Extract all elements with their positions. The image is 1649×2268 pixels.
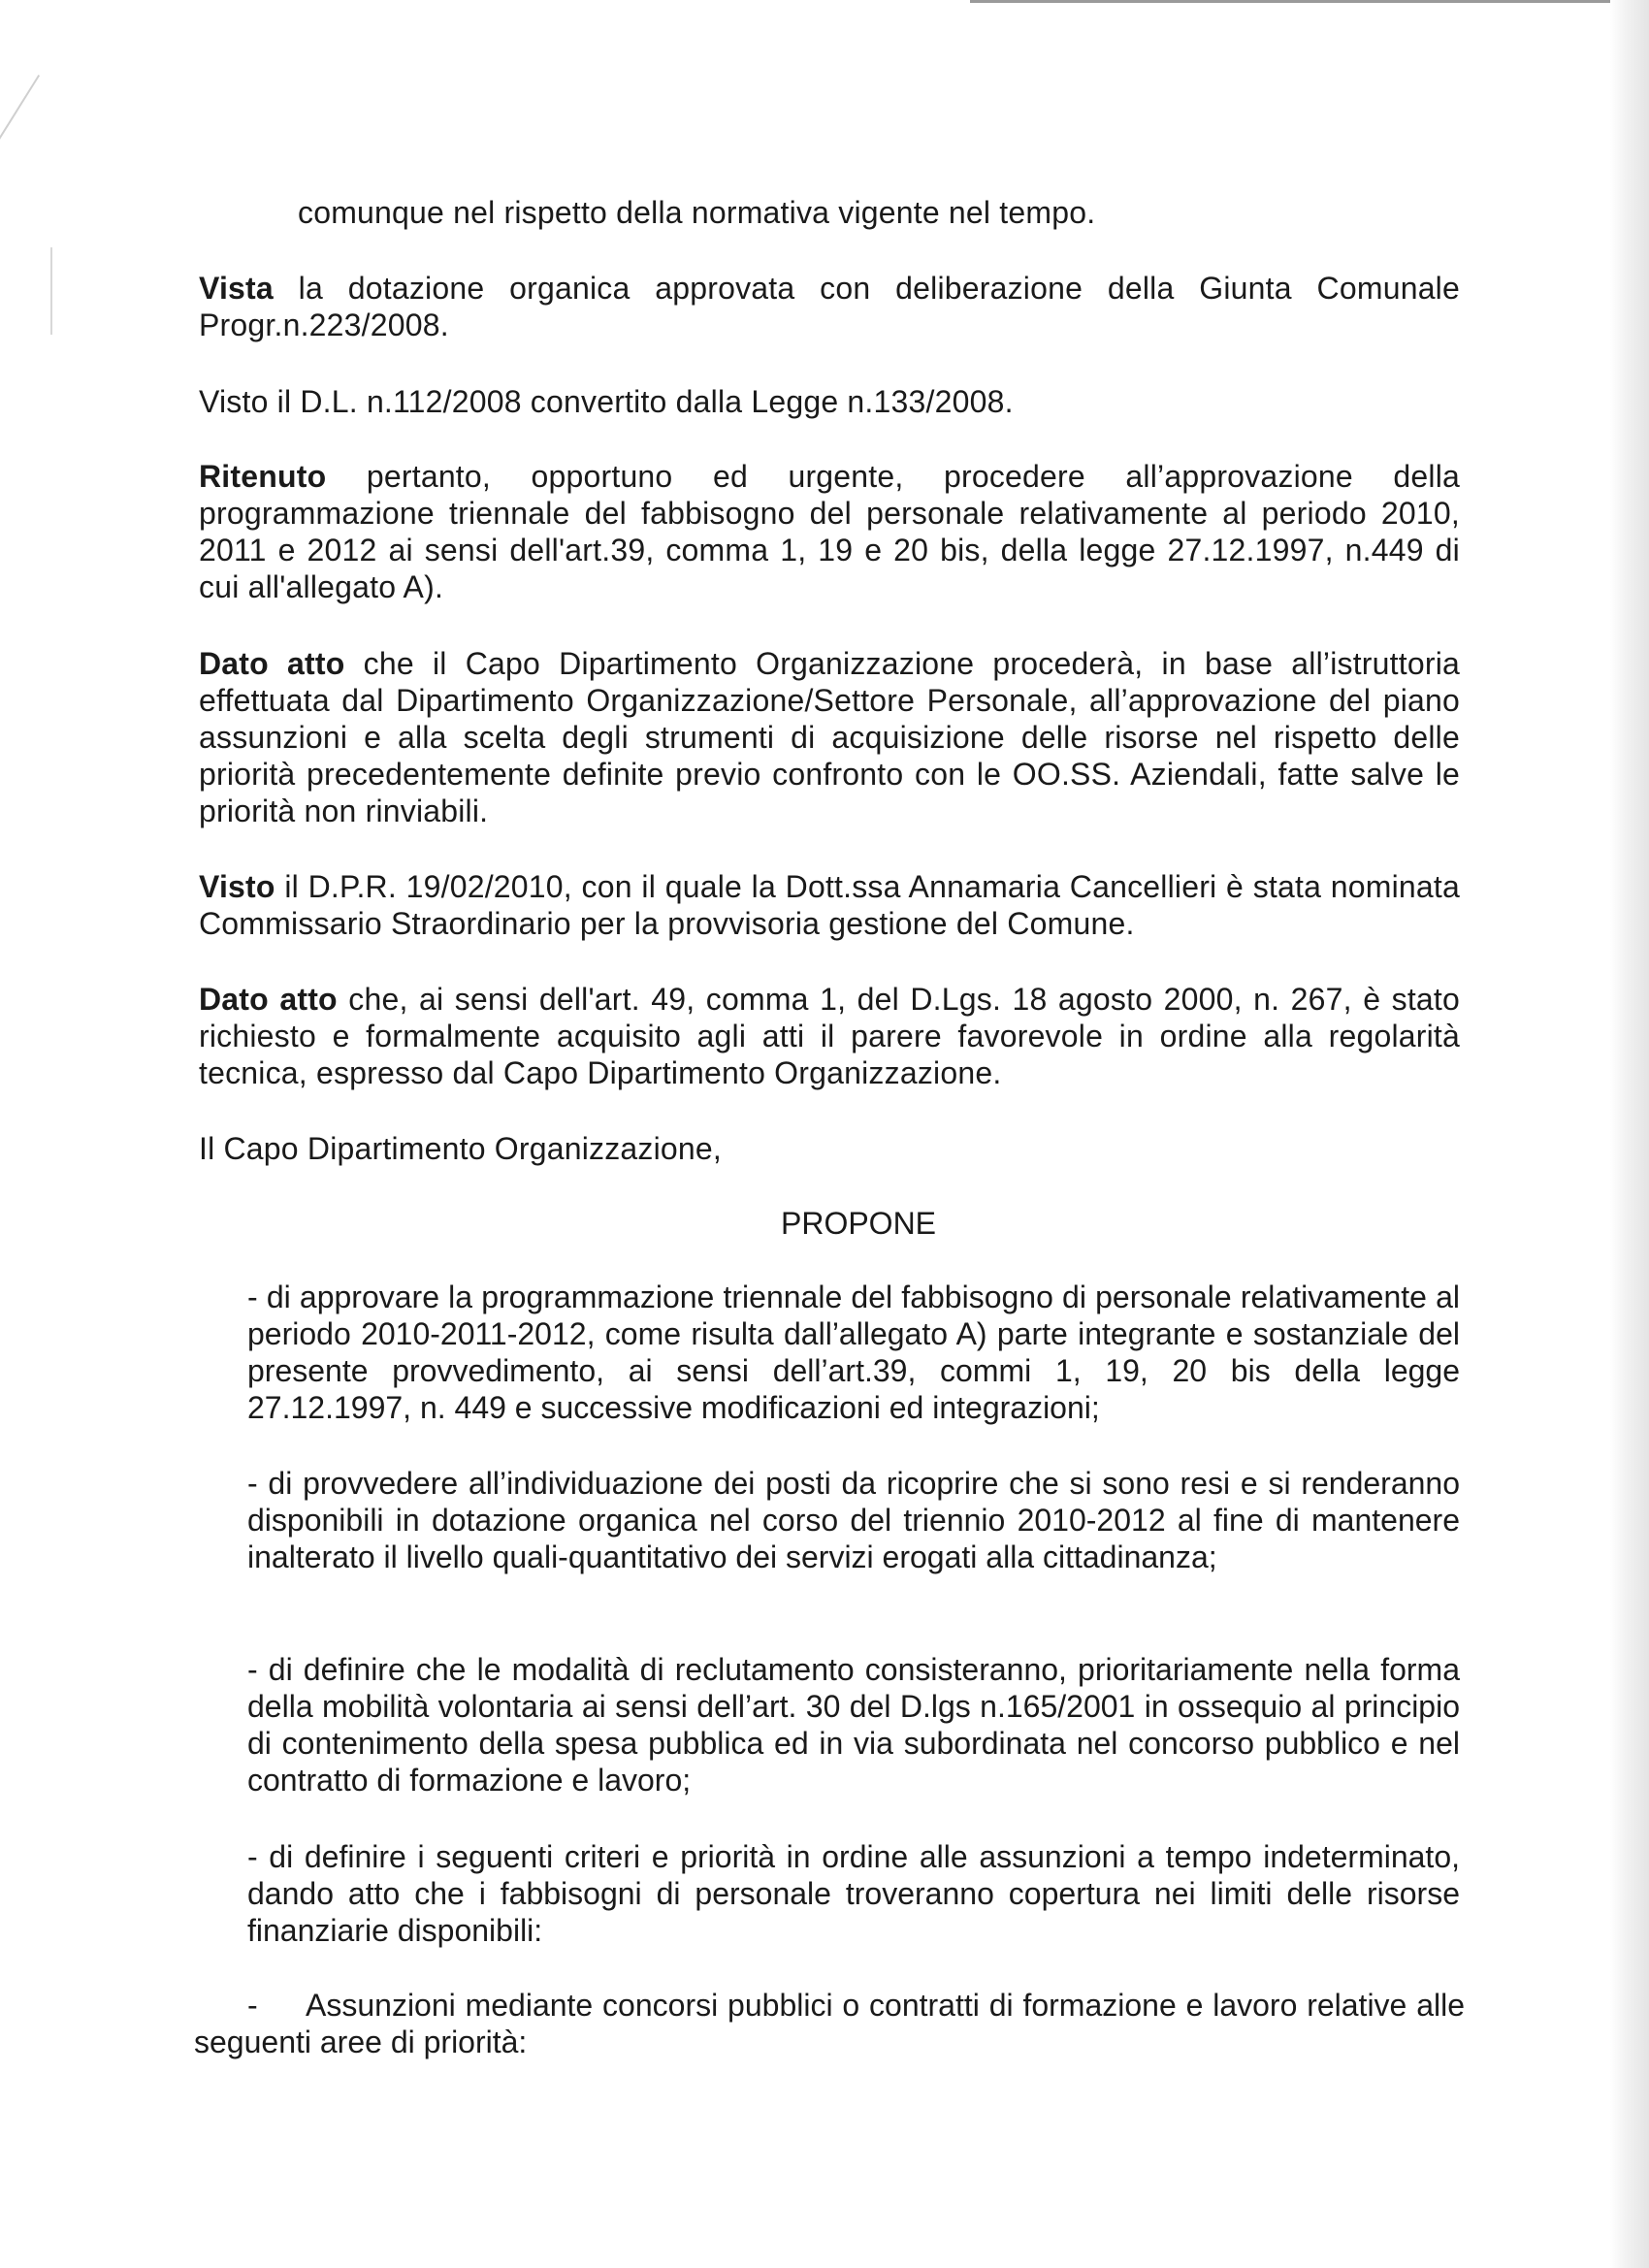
- paragraph-dato-atto-1: [199, 645, 1460, 829]
- list-item: - di provvedere all’individuazione dei posti da ricoprire che si sono resi e si renderanno disponibili in dotazione organica nel corso del triennio 2010-2012 al fine di mantenere inalterato il livello quali-quantitativo dei servizi erogati alla cittadinanza;: [247, 1466, 1460, 1574]
- paragraph-lead: Vista: [199, 271, 274, 306]
- paragraph-visto-dpr: [199, 868, 1460, 942]
- paragraph-body: che, ai sensi dell'art. 49, comma 1, del D.Lgs. 18 agosto 2000, n. 267, è stato richiesto e formalmente acquisito agli atti il parere favorevole in ordine alla regolarità tecnica, espresso dal Capo Dipartimento Organizzazione.: [199, 982, 1460, 1090]
- paragraph-vista-dotazione: [199, 270, 1460, 343]
- scan-top-edge: [970, 0, 1649, 3]
- scan-fold-mark-lower: [50, 247, 52, 335]
- list-item: - di approvare la programmazione triennale del fabbisogno di personale relativamente al periodo 2010-2011-2012, come risulta dall’allegato A) parte integrante e sostanziale del presente provvedimento, ai sensi dell’art.39, commi 1, 19, 20 bis della legge 27.12.1997, n. 449 e successive modificazioni ed integrazioni;: [247, 1280, 1460, 1425]
- paragraph-dato-atto-2: [199, 981, 1460, 1091]
- list-item: - di definire che le modalità di reclutamento consisteranno, prioritariamente nella forma della mobilità volontaria ai sensi dell’art. 30 del D.lgs n.165/2001 in ossequio al principio di contenimento della spesa pubblica ed in via subordinata nel concorso pubblico e nel contratto di formazione e lavoro;: [247, 1652, 1460, 1798]
- paragraph-lead: Dato atto: [199, 982, 338, 1017]
- list-item: - di definire i seguenti criteri e priorità in ordine alle assunzioni a tempo indeterminato, dando atto che i fabbisogni di personale troveranno copertura nei limiti delle risorse finanziarie disponibili:: [247, 1839, 1460, 1948]
- paragraph-lead: Ritenuto: [199, 459, 327, 494]
- paragraph-body: pertanto, opportuno ed urgente, procedere all’approvazione della programmazione triennale del fabbisogno del personale relativamente al periodo 2010, 2011 e 2012 ai sensi dell'art.39, comma 1, 19 e 20 bis, della legge 27.12.1997, n.449 di cui all'allegato A).: [199, 459, 1460, 604]
- list-item-text: Assunzioni mediante concorsi pubblici o contratti di formazione e lavoro relative alle seguenti aree di priorità:: [194, 1988, 1465, 2059]
- paragraph-ritenuto: [199, 458, 1460, 605]
- scan-right-edge-shadow: [1610, 0, 1649, 2268]
- list-dash: -: [247, 1988, 258, 2023]
- paragraph-visto-dl: Visto il D.L. n.112/2008 convertito dalla Legge n.133/2008.: [199, 384, 1014, 419]
- paragraph-lead: Visto: [199, 869, 275, 904]
- paragraph-body: che il Capo Dipartimento Organizzazione procederà, in base all’istruttoria effettuata dal Dipartimento Organizzazione/Settore Personale, all’approvazione del piano assunzioni e alla scelta degli strumenti di acquisizione delle risorse nel rispetto delle priorità precedentemente definite previo confronto con le OO.SS. Aziendali, fatte salve le priorità non rinviabili.: [199, 646, 1461, 828]
- paragraph-body: la dotazione organica approvata con deliberazione della Giunta Comunale Progr.n.223/2008.: [199, 271, 1460, 342]
- scan-fold-mark: [0, 75, 40, 232]
- paragraph-body: il D.P.R. 19/02/2010, con il quale la Dott.ssa Annamaria Cancellieri è stata nominata Commissario Straordinario per la provvisoria gestione del Comune.: [199, 869, 1460, 941]
- paragraph-capo-dipartimento: Il Capo Dipartimento Organizzazione,: [199, 1131, 723, 1166]
- paragraph-continuation: comunque nel rispetto della normativa vigente nel tempo.: [298, 195, 1096, 230]
- paragraph-lead: Dato atto: [199, 646, 345, 681]
- section-heading: PROPONE: [780, 1206, 937, 1241]
- list-item-assunzioni: [194, 1987, 1465, 2060]
